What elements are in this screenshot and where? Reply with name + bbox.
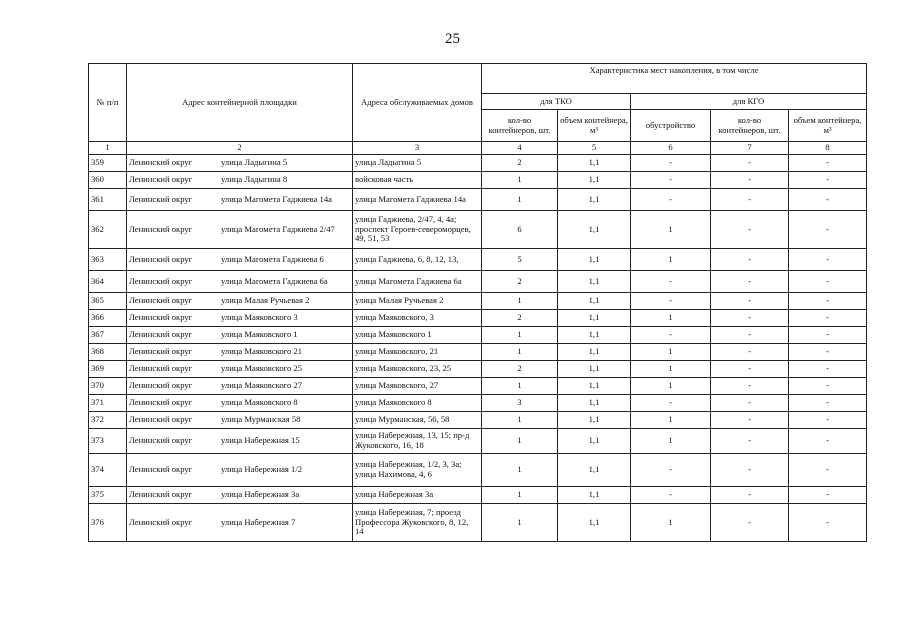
column-number: 3 [353, 142, 482, 155]
table-row [89, 293, 867, 310]
kgo-improvement-cell: - [631, 189, 711, 211]
street-address: улица Магомета Гаджиева 14а [221, 193, 332, 204]
kgo-count-cell: - [711, 395, 789, 412]
tko-volume-cell: 1,1 [558, 412, 631, 429]
tko-volume-cell: 1,1 [558, 395, 631, 412]
served-addresses-cell: улица Набережная, 7; проезд Профессора Жуковского, 8, 12, 14 [353, 504, 482, 542]
site-address-cell [127, 155, 353, 172]
column-number: 1 [89, 142, 127, 155]
kgo-volume-cell: - [789, 249, 867, 271]
row-number-cell: 364 [89, 271, 127, 293]
kgo-count-cell: - [711, 327, 789, 344]
kgo-count-cell: - [711, 344, 789, 361]
kgo-count-cell: - [711, 454, 789, 487]
table-row [89, 454, 867, 487]
site-address-cell [127, 211, 353, 249]
site-address-cell [127, 487, 353, 504]
street-address: улица Набережная 3а [221, 489, 300, 500]
table-row [89, 327, 867, 344]
district-name: Ленинский округ [129, 223, 193, 234]
kgo-volume-cell: - [789, 211, 867, 249]
district-name: Ленинский округ [129, 489, 193, 500]
tko-count-cell: 5 [482, 249, 558, 271]
kgo-improvement-cell: - [631, 293, 711, 310]
served-addresses-cell: войсковая часть [353, 172, 482, 189]
kgo-count-cell: - [711, 361, 789, 378]
tko-count-cell: 1 [482, 454, 558, 487]
column-number: 6 [631, 142, 711, 155]
tko-count-cell: 1 [482, 172, 558, 189]
tko-count-cell: 1 [482, 344, 558, 361]
kgo-improvement-cell: - [631, 271, 711, 293]
kgo-improvement-cell: 1 [631, 249, 711, 271]
district-name: Ленинский округ [129, 295, 193, 306]
served-addresses-cell: улица Набережная, 1/2, 3, 3а; улица Нахимова, 4, 6 [353, 454, 482, 487]
street-address: улица Набережная 7 [221, 516, 296, 527]
district-name: Ленинский округ [129, 516, 193, 527]
kgo-volume-cell: - [789, 172, 867, 189]
tko-count-cell: 1 [482, 412, 558, 429]
table-row [89, 412, 867, 429]
header-group-tko: для ТКО [482, 94, 631, 110]
served-addresses-cell: улица Гаджиева, 2/47, 4, 4а; проспект Героев-североморцев, 49, 51, 53 [353, 211, 482, 249]
tko-volume-cell: 1,1 [558, 310, 631, 327]
row-number-cell: 366 [89, 310, 127, 327]
header-kgo-improvement: обустройство [631, 110, 711, 142]
row-number-cell: 363 [89, 249, 127, 271]
kgo-volume-cell: - [789, 361, 867, 378]
district-name: Ленинский округ [129, 275, 193, 286]
district-name: Ленинский округ [129, 253, 193, 264]
district-name: Ленинский округ [129, 174, 193, 185]
kgo-count-cell: - [711, 249, 789, 271]
district-name: Ленинский округ [129, 193, 193, 204]
kgo-volume-cell: - [789, 155, 867, 172]
site-address-cell [127, 172, 353, 189]
row-number-cell: 361 [89, 189, 127, 211]
table-row [89, 344, 867, 361]
tko-count-cell: 6 [482, 211, 558, 249]
street-address: улица Маяковского 21 [221, 346, 303, 357]
site-address-cell [127, 271, 353, 293]
site-address-cell [127, 310, 353, 327]
served-addresses-cell: улица Маяковского 1 [353, 327, 482, 344]
tko-count-cell: 2 [482, 155, 558, 172]
kgo-volume-cell: - [789, 293, 867, 310]
served-addresses-cell: улица Маяковского 8 [353, 395, 482, 412]
header-served-addresses: Адреса обслуживаемых домов [353, 64, 482, 142]
tko-count-cell: 1 [482, 189, 558, 211]
row-number-cell: 362 [89, 211, 127, 249]
kgo-count-cell: - [711, 429, 789, 454]
served-addresses-cell: улица Малая Ручьевая 2 [353, 293, 482, 310]
tko-volume-cell: 1,1 [558, 429, 631, 454]
served-addresses-cell: улица Ладыгина 5 [353, 155, 482, 172]
table-row [89, 155, 867, 172]
tko-volume-cell: 1,1 [558, 293, 631, 310]
site-address-cell [127, 412, 353, 429]
served-addresses-cell: улица Маяковского, 27 [353, 378, 482, 395]
row-number-cell: 376 [89, 504, 127, 542]
table-row [89, 271, 867, 293]
table-row [89, 395, 867, 412]
tko-volume-cell: 1,1 [558, 378, 631, 395]
served-addresses-cell: улица Гаджиева, 6, 8, 12, 13, [353, 249, 482, 271]
kgo-volume-cell: - [789, 412, 867, 429]
site-address-cell [127, 344, 353, 361]
kgo-volume-cell: - [789, 454, 867, 487]
district-name: Ленинский округ [129, 397, 193, 408]
kgo-improvement-cell: - [631, 395, 711, 412]
kgo-improvement-cell: 1 [631, 211, 711, 249]
tko-count-cell: 1 [482, 429, 558, 454]
tko-volume-cell: 1,1 [558, 155, 631, 172]
tko-volume-cell: 1,1 [558, 249, 631, 271]
table-row [89, 211, 867, 249]
tko-volume-cell: 1,1 [558, 211, 631, 249]
district-name: Ленинский округ [129, 435, 193, 446]
served-addresses-cell: улица Маяковского, 3 [353, 310, 482, 327]
column-number: 7 [711, 142, 789, 155]
street-address: улица Маяковского 25 [221, 363, 303, 374]
column-number: 4 [482, 142, 558, 155]
kgo-improvement-cell: 1 [631, 361, 711, 378]
header-kgo-count: кол-во контейнеров, шт. [711, 110, 789, 142]
site-address-cell [127, 378, 353, 395]
kgo-count-cell: - [711, 310, 789, 327]
served-addresses-cell: улица Магомета Гаджиева 6а [353, 271, 482, 293]
street-address: улица Ладыгина 8 [221, 174, 288, 185]
row-number-cell: 368 [89, 344, 127, 361]
table-row [89, 487, 867, 504]
row-number-cell: 365 [89, 293, 127, 310]
row-number-cell: 371 [89, 395, 127, 412]
district-name: Ленинский округ [129, 414, 193, 425]
site-address-cell [127, 361, 353, 378]
kgo-count-cell: - [711, 378, 789, 395]
kgo-volume-cell: - [789, 344, 867, 361]
tko-volume-cell: 1,1 [558, 172, 631, 189]
kgo-improvement-cell: 1 [631, 310, 711, 327]
tko-count-cell: 2 [482, 361, 558, 378]
kgo-improvement-cell: - [631, 454, 711, 487]
tko-volume-cell: 1,1 [558, 344, 631, 361]
district-name: Ленинский округ [129, 363, 193, 374]
tko-count-cell: 1 [482, 327, 558, 344]
row-number-cell: 369 [89, 361, 127, 378]
site-address-cell [127, 454, 353, 487]
kgo-volume-cell: - [789, 504, 867, 542]
header-group-kgo: для КГО [631, 94, 867, 110]
kgo-count-cell: - [711, 487, 789, 504]
district-name: Ленинский округ [129, 329, 193, 340]
column-number: 5 [558, 142, 631, 155]
tko-count-cell: 3 [482, 395, 558, 412]
header-tko-volume: объем контейнера, м³ [558, 110, 631, 142]
table-row [89, 189, 867, 211]
kgo-improvement-cell: - [631, 327, 711, 344]
table-row [89, 172, 867, 189]
row-number-cell: 373 [89, 429, 127, 454]
tko-volume-cell: 1,1 [558, 189, 631, 211]
district-name: Ленинский округ [129, 157, 193, 168]
tko-volume-cell: 1,1 [558, 327, 631, 344]
street-address: улица Набережная 15 [221, 435, 300, 446]
kgo-volume-cell: - [789, 271, 867, 293]
table-row [89, 504, 867, 542]
district-name: Ленинский округ [129, 380, 193, 391]
site-address-cell [127, 293, 353, 310]
kgo-improvement-cell: 1 [631, 344, 711, 361]
row-number-cell: 359 [89, 155, 127, 172]
street-address: улица Малая Ручьевая 2 [221, 295, 310, 306]
district-name: Ленинский округ [129, 312, 193, 323]
served-addresses-cell: улица Маяковского, 21 [353, 344, 482, 361]
header-tko-count: кол-во контейнеров, шт. [482, 110, 558, 142]
tko-count-cell: 1 [482, 487, 558, 504]
street-address: улица Ладыгина 5 [221, 157, 288, 168]
site-address-cell [127, 395, 353, 412]
street-address: улица Маяковского 1 [221, 329, 298, 340]
kgo-improvement-cell: - [631, 155, 711, 172]
tko-volume-cell: 1,1 [558, 361, 631, 378]
served-addresses-cell: улица Мурманская, 56, 58 [353, 412, 482, 429]
tko-count-cell: 2 [482, 271, 558, 293]
site-address-cell [127, 504, 353, 542]
kgo-improvement-cell: - [631, 487, 711, 504]
street-address: улица Магомета Гаджиева 6 [221, 253, 324, 264]
site-address-cell [127, 189, 353, 211]
row-number-cell: 360 [89, 172, 127, 189]
tko-count-cell: 2 [482, 310, 558, 327]
served-addresses-cell: улица Набережная 3а [353, 487, 482, 504]
kgo-count-cell: - [711, 293, 789, 310]
kgo-improvement-cell: 1 [631, 412, 711, 429]
kgo-improvement-cell: 1 [631, 429, 711, 454]
street-address: улица Мурманская 58 [221, 414, 301, 425]
site-address-cell [127, 249, 353, 271]
tko-volume-cell: 1,1 [558, 271, 631, 293]
kgo-count-cell: - [711, 211, 789, 249]
tko-count-cell: 1 [482, 504, 558, 542]
kgo-count-cell: - [711, 412, 789, 429]
tko-volume-cell: 1,1 [558, 454, 631, 487]
street-address: улица Набережная 1/2 [221, 464, 303, 475]
table-row [89, 249, 867, 271]
table-row [89, 429, 867, 454]
kgo-count-cell: - [711, 155, 789, 172]
kgo-count-cell: - [711, 271, 789, 293]
served-addresses-cell: улица Магомета Гаджиева 14а [353, 189, 482, 211]
kgo-improvement-cell: 1 [631, 378, 711, 395]
kgo-improvement-cell: - [631, 172, 711, 189]
served-addresses-cell: улица Набережная, 13, 15; пр-д Жуковского, 16, 18 [353, 429, 482, 454]
site-address-cell [127, 327, 353, 344]
table-header [89, 64, 867, 155]
street-address: улица Магомета Гаджиева 2/47 [221, 223, 335, 234]
table-row [89, 310, 867, 327]
tko-volume-cell: 1,1 [558, 487, 631, 504]
kgo-volume-cell: - [789, 395, 867, 412]
container-sites-table [88, 63, 867, 542]
tko-count-cell: 1 [482, 293, 558, 310]
header-characteristics: Характеристика мест накопления, в том числе [482, 64, 867, 94]
kgo-volume-cell: - [789, 487, 867, 504]
row-number-cell: 367 [89, 327, 127, 344]
tko-count-cell: 1 [482, 378, 558, 395]
district-name: Ленинский округ [129, 346, 193, 357]
table-body [89, 155, 867, 542]
district-name: Ленинский округ [129, 464, 193, 475]
table-row [89, 378, 867, 395]
row-number-cell: 370 [89, 378, 127, 395]
header-num: № п/п [89, 64, 127, 142]
kgo-volume-cell: - [789, 310, 867, 327]
column-numbers-row [89, 142, 867, 155]
street-address: улица Маяковского 8 [221, 397, 298, 408]
header-kgo-volume: объем контейнера, м³ [789, 110, 867, 142]
column-number: 8 [789, 142, 867, 155]
street-address: улица Маяковского 27 [221, 380, 303, 391]
tko-volume-cell: 1,1 [558, 504, 631, 542]
column-number: 2 [127, 142, 353, 155]
street-address: улица Магомета Гаджиева 6а [221, 275, 328, 286]
street-address: улица Маяковского 3 [221, 312, 298, 323]
site-address-cell [127, 429, 353, 454]
kgo-volume-cell: - [789, 327, 867, 344]
row-number-cell: 375 [89, 487, 127, 504]
kgo-volume-cell: - [789, 189, 867, 211]
kgo-volume-cell: - [789, 378, 867, 395]
table-row [89, 361, 867, 378]
kgo-count-cell: - [711, 189, 789, 211]
kgo-count-cell: - [711, 504, 789, 542]
kgo-volume-cell: - [789, 429, 867, 454]
kgo-improvement-cell: 1 [631, 504, 711, 542]
page-number: 25 [445, 31, 460, 47]
kgo-count-cell: - [711, 172, 789, 189]
served-addresses-cell: улица Маяковского, 23, 25 [353, 361, 482, 378]
row-number-cell: 372 [89, 412, 127, 429]
row-number-cell: 374 [89, 454, 127, 487]
header-site-address: Адрес контейнерной площадки [127, 64, 353, 142]
